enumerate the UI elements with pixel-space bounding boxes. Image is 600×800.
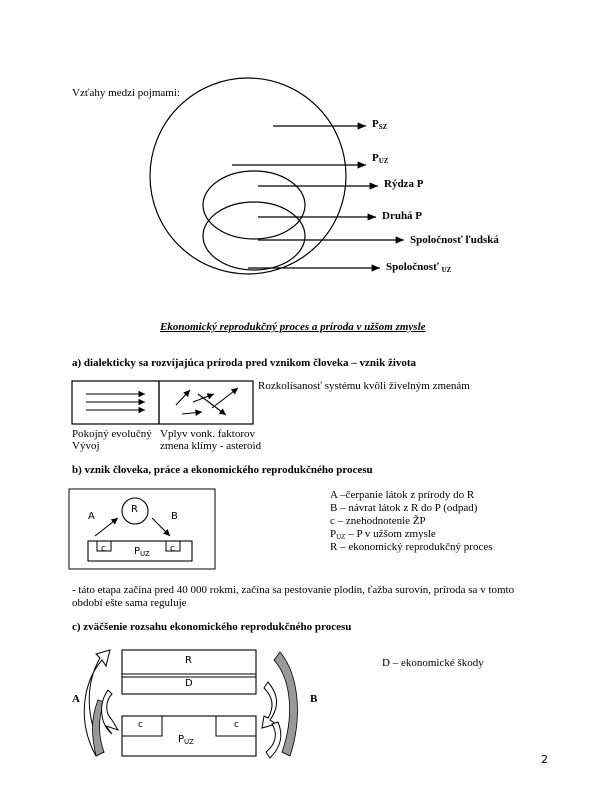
label-r-c: R (185, 655, 192, 666)
caption-external-2: zmena klímy - asteroid (160, 440, 262, 452)
section-b-heading: b) vznik človeka, práce a ekonomického reprodukčného procesu (72, 464, 373, 476)
label-druha: Druhá P (382, 210, 423, 222)
section-c-heading: c) zväčšenie rozsahu ekonomického reprodukčného procesu (72, 621, 352, 633)
section-b-paragraph-1: - táto etapa začína pred 40 000 rokmi, začína sa pestovanie plodín, ťažba surovín, príroda sa v tomto (72, 584, 515, 596)
label-psz: $P_{SZ}$ (372, 118, 388, 131)
intro-text: Vzťahy medzi pojmami: (72, 87, 180, 99)
section-b-paragraph-2: období ešte sama reguluje (72, 597, 187, 609)
legend-item-r: R – ekonomický reprodukčný proces (330, 541, 493, 553)
label-c-left-c: c (138, 720, 143, 730)
label-c-right-c: c (234, 720, 239, 730)
label-puz-b: $P_{UZ}$ (134, 546, 150, 558)
legend-item-a: A –čerpanie látok z prírody do R (330, 489, 475, 501)
label-c-left: c (101, 544, 106, 554)
label-puz-c: $P_{UZ}$ (178, 734, 194, 746)
label-d-c: D (185, 678, 193, 689)
legend-item-puz: $P_{UZ}$ – P v užšom zmysle (330, 528, 436, 541)
legend-item-b: B – návrat látok z R do P (odpad) (330, 502, 478, 514)
section-a-heading: a) dialekticky sa rozvíjajúca príroda pred vznikom človeka – vznik života (72, 357, 417, 369)
legend-item-c: c – znehodnotenie ŽP (330, 515, 426, 527)
caption-external-1: Vplyv vonk. faktorov (160, 428, 256, 440)
label-a-c: A (72, 693, 80, 705)
label-spol-uz: Spoločnosť $_{UZ}$ (386, 261, 452, 274)
label-b-c: B (310, 693, 318, 705)
label-c-right: c (170, 544, 175, 554)
caption-calm-2: Vývoj (72, 440, 100, 452)
caption-calm-1: Pokojný evolučný (72, 428, 152, 440)
section-a-note: Rozkolísanosť systému kvôli živelným zmenám (258, 380, 470, 392)
label-r: R (131, 504, 138, 515)
label-b: B (171, 511, 178, 522)
label-spol-ludska: Spoločnosť ľudská (410, 234, 499, 246)
label-rydza: Rýdza P (384, 178, 424, 190)
label-a: A (88, 511, 95, 522)
section-title: Ekonomický reprodukčný proces a príroda v užšom zmysle (160, 321, 426, 333)
page-number: 2 (541, 753, 548, 766)
label-puz: $P_{UZ}$ (372, 152, 389, 165)
section-c-note: D – ekonomické škody (382, 657, 484, 669)
